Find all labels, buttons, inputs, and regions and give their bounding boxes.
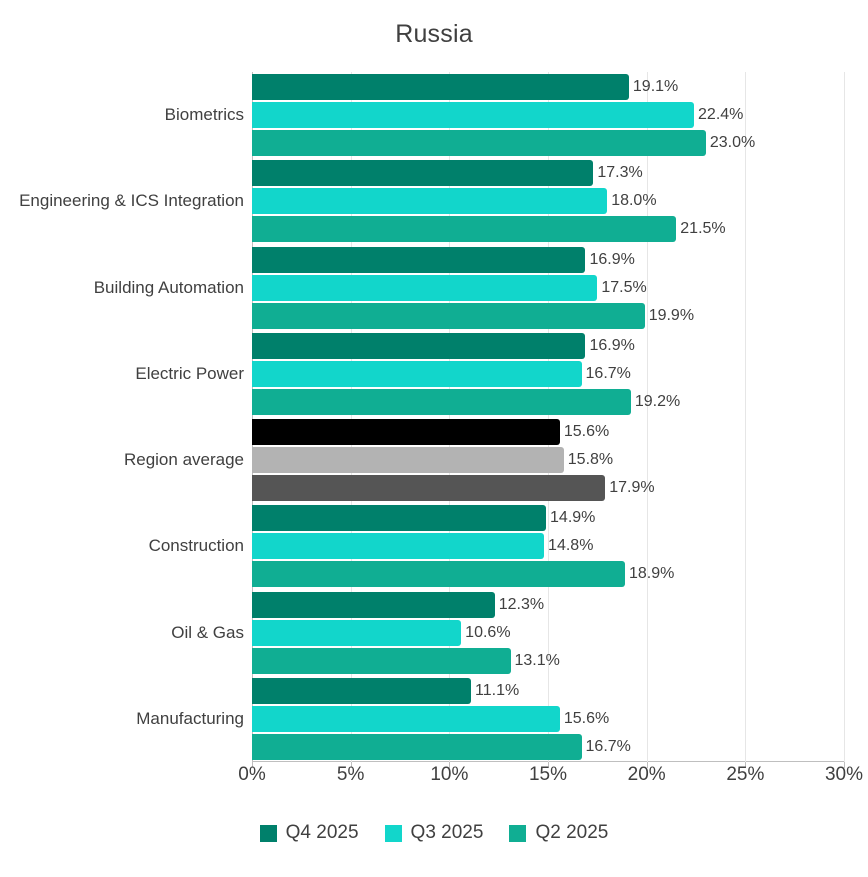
bar-row [252, 648, 844, 674]
legend-item[interactable] [260, 822, 359, 844]
category-label: Electric Power [135, 363, 244, 383]
x-tick-label: 15% [528, 764, 568, 785]
bar-value-label: 12.3% [498, 595, 545, 613]
x-tick-label: 0% [238, 764, 266, 785]
legend-swatch [260, 825, 277, 842]
bar[interactable] [252, 275, 597, 301]
bar-row [252, 102, 844, 128]
bar-value-label: 19.9% [648, 306, 695, 324]
legend-label: Q3 2025 [410, 822, 484, 843]
bar-value-label: 23.0% [709, 134, 756, 152]
bar[interactable] [252, 475, 605, 501]
bar-row [252, 216, 844, 242]
x-tick-label: 20% [627, 764, 666, 785]
legend-swatch [385, 825, 402, 842]
bar[interactable] [252, 620, 461, 646]
x-tick-label: 25% [726, 764, 765, 785]
plot-area [252, 72, 844, 762]
bar[interactable] [252, 130, 706, 156]
x-axis-labels [238, 764, 864, 794]
bar-row [252, 561, 844, 587]
bar[interactable] [252, 419, 560, 445]
bar-row [252, 533, 844, 559]
bar-value-label: 14.9% [550, 509, 596, 527]
bar-row [252, 188, 844, 214]
bar[interactable] [252, 447, 564, 473]
bar[interactable] [252, 734, 582, 760]
legend-item[interactable] [509, 822, 608, 844]
bar-value-label: 17.3% [597, 164, 643, 182]
bar-value-label: 18.9% [628, 565, 675, 583]
bar[interactable] [252, 333, 585, 359]
bar-row [252, 303, 844, 329]
bar-row [252, 447, 844, 473]
bar[interactable] [252, 678, 471, 704]
x-tick-label: 10% [430, 764, 469, 785]
bar-value-label: 13.1% [514, 651, 560, 669]
bar-value-label: 16.7% [585, 364, 631, 382]
bar[interactable] [252, 188, 607, 214]
bar-row [252, 333, 844, 359]
legend-label: Q2 2025 [535, 822, 609, 843]
bar-value-label: 17.5% [601, 278, 647, 296]
category-label: Engineering & ICS Integration [19, 191, 244, 211]
bar[interactable] [252, 303, 645, 329]
category-label: Region average [123, 450, 244, 470]
bar-value-label: 18.0% [611, 192, 657, 210]
bar-row [252, 734, 844, 760]
bar-row [252, 419, 844, 445]
bar-value-label: 10.6% [465, 623, 511, 641]
bar-value-label: 22.4% [698, 106, 744, 124]
bar-row [252, 130, 844, 156]
category-label: Building Automation [93, 277, 244, 297]
bar[interactable] [252, 361, 582, 387]
bar[interactable] [252, 706, 560, 732]
category-label: Construction [148, 536, 244, 556]
category-axis-labels [0, 72, 244, 762]
bar-row [252, 361, 844, 387]
bar-value-label: 11.1% [475, 681, 520, 699]
bar[interactable] [252, 247, 585, 273]
bar[interactable] [252, 592, 495, 618]
bar-value-label: 21.5% [680, 220, 726, 238]
bar-value-label: 19.1% [632, 78, 679, 96]
bar-row [252, 475, 844, 501]
bar-row [252, 74, 844, 100]
bar[interactable] [252, 389, 631, 415]
bar-value-label: 14.8% [548, 537, 594, 555]
bar-value-label: 19.2% [634, 392, 681, 410]
legend-label: Q4 2025 [285, 822, 359, 843]
category-label: Oil & Gas [171, 622, 244, 642]
bar-row [252, 678, 844, 704]
category-label: Biometrics [164, 105, 244, 125]
x-tick-label: 5% [336, 764, 365, 785]
bar[interactable] [252, 505, 546, 531]
bar[interactable] [252, 216, 676, 242]
bar[interactable] [252, 160, 593, 186]
bar[interactable] [252, 648, 511, 674]
bar-row [252, 275, 844, 301]
bar-row [252, 706, 844, 732]
bar-row [252, 620, 844, 646]
bar[interactable] [252, 561, 625, 587]
bar-value-label: 15.6% [563, 709, 610, 727]
bar-row [252, 247, 844, 273]
legend-item[interactable] [385, 822, 484, 844]
chart-title: Russia [395, 20, 473, 48]
x-tick-label: 30% [824, 764, 864, 785]
bar[interactable] [252, 102, 694, 128]
category-label: Manufacturing [136, 708, 244, 728]
bar-value-label: 16.9% [589, 250, 635, 268]
bar-value-label: 16.7% [585, 737, 631, 755]
bar-value-label: 17.9% [609, 479, 655, 497]
bar-row [252, 389, 844, 415]
bar-value-label: 16.9% [589, 336, 635, 354]
bar-row [252, 592, 844, 618]
bar-value-label: 15.6% [563, 423, 610, 441]
bar[interactable] [252, 533, 544, 559]
bar-row [252, 160, 844, 186]
chart-legend [0, 822, 868, 844]
bar-row [252, 505, 844, 531]
bar-value-label: 15.8% [567, 451, 614, 469]
gridline [844, 72, 845, 762]
legend-swatch [509, 825, 526, 842]
bar[interactable] [252, 74, 629, 100]
